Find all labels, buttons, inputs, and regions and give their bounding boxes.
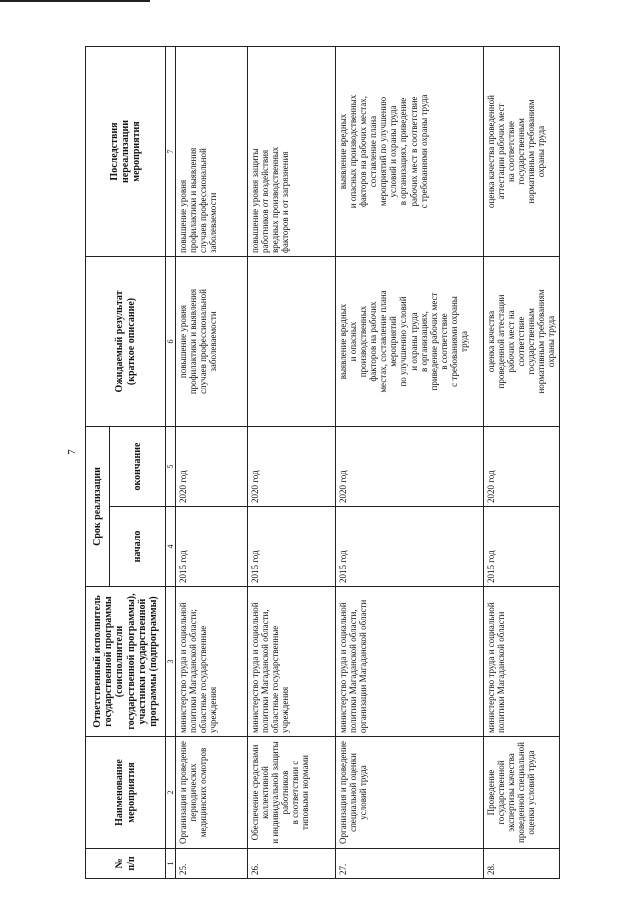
row-end: 2020 год — [176, 427, 248, 507]
header-num: № п/п — [86, 849, 166, 879]
row-executor: министерство труда и социальной политики Магаданской области, областные государственные учреждения — [248, 587, 336, 737]
table-row — [484, 47, 560, 879]
index-cell: 6 — [166, 257, 176, 427]
row-end: 2020 год — [336, 427, 484, 507]
row-number: 25. — [176, 849, 248, 879]
row-start: 2015 год — [176, 507, 248, 587]
row-consequences: повышение уровня защиты работников от воздействия вредных производственных факторов и от загрязнения — [248, 47, 336, 257]
row-name: Проведение государственной экспертизы качества проведенной специальной оценки условий труда — [484, 737, 560, 849]
row-consequences: оценка качества проведенной аттестации рабочих мест на соответствие государственным нормативным требованиям охраны труда — [484, 47, 560, 257]
row-executor: министерство труда и социальной политики Магаданской области; областные государственные учреждения — [176, 587, 248, 737]
row-name: Организация и проведение периодических медицинских осмотров — [176, 737, 248, 849]
table-row — [336, 47, 484, 879]
row-result: выявление вредных и опасных производственных факторов на рабочих местах, составление плана мероприятий по улучшению условий и охраны труда в организациях, приведение рабочих мест в соответствие с требованиями охраны труда — [336, 257, 484, 427]
row-result: оценка качества проведенной аттестации рабочих мест на соответствие государственным нормативным требованиям охраны труда — [484, 257, 560, 427]
header-end: окончание — [110, 427, 166, 507]
row-name: Обеспечение средствами коллективной и индивидуальной защиты работников в соответствии с типовыми нормами — [248, 737, 336, 849]
page-number: 7 — [66, 449, 78, 455]
row-number: 26. — [248, 849, 336, 879]
row-number: 28. — [484, 849, 560, 879]
rotated-table-wrapper — [85, 47, 557, 879]
row-number: 27. — [336, 849, 484, 879]
row-end: 2020 год — [248, 427, 336, 507]
table-row — [176, 47, 248, 879]
index-cell: 1 — [166, 849, 176, 879]
header-period: Срок реализации — [86, 427, 110, 587]
index-cell: 2 — [166, 737, 176, 849]
header-start: начало — [110, 507, 166, 587]
table-row — [248, 47, 336, 879]
row-start: 2015 год — [336, 507, 484, 587]
row-consequences: повышение уровня профилактики и выявления случаев профессиональной заболеваемости — [176, 47, 248, 257]
row-start: 2015 год — [484, 507, 560, 587]
header-result: Ожидаемый результат (краткое описание) — [86, 257, 166, 427]
index-row — [166, 47, 176, 879]
header-name: Наименование мероприятия — [86, 737, 166, 849]
index-cell: 3 — [166, 587, 176, 737]
header-rule — [0, 0, 150, 2]
row-result: повышение уровня профилактики и выявления случаев профессиональной заболеваемости — [176, 257, 248, 427]
row-end: 2020 год — [484, 427, 560, 507]
header-row-1 — [86, 47, 110, 879]
row-start: 2015 год — [248, 507, 336, 587]
header-executor: Ответственный исполнитель государственной программы (соисполнители государственной программы), участники государственной программы (подпрограммы) — [86, 587, 166, 737]
row-name: Организация и проведение специальной оценки условий труда — [336, 737, 484, 849]
index-cell: 4 — [166, 507, 176, 587]
row-executor: министерство труда и социальной политики Магаданской области — [484, 587, 560, 737]
activities-table — [85, 46, 560, 879]
header-consequences: Последствия нереализации мероприятия — [86, 47, 166, 257]
index-cell: 5 — [166, 427, 176, 507]
index-cell: 7 — [166, 47, 176, 257]
row-executor: министерство труда и социальной политики Магаданской области, организации Магаданской области — [336, 587, 484, 737]
row-consequences: выявление вредных и опасных производственных факторов на рабочих местах, составление плана мероприятий по улучшению условий и охраны труда в организациях, приведение рабочих мест в соответствие с требованиями охраны труда — [336, 47, 484, 257]
row-result — [248, 257, 336, 427]
